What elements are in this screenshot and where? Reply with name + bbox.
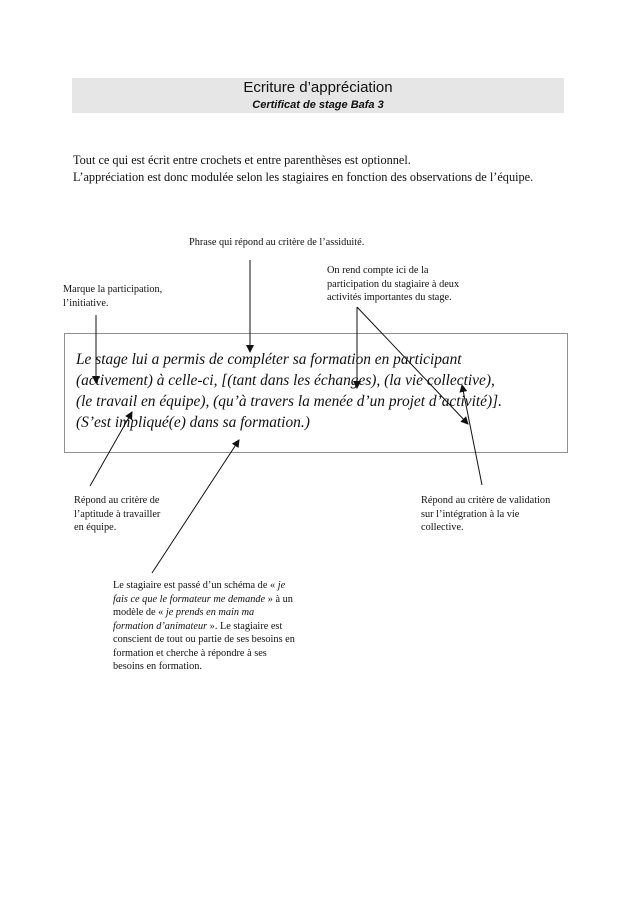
- note-schema-quote: je prends en main ma formation d’animateur: [113, 607, 255, 632]
- note-assiduite: Phrase qui répond au critère de l’assiduité.: [189, 237, 365, 248]
- arrow-equipe: [90, 412, 132, 486]
- arrow-projet: [357, 307, 468, 424]
- intro-line-2: L’appréciation est donc modulée selon les stagiaires en fonction des observations de l’équipe.: [73, 170, 534, 184]
- note-schema-part: » à un modèle de «: [113, 593, 293, 618]
- note-line: participation du stagiaire à deux: [327, 278, 460, 290]
- note-line: Répond au critère de: [74, 495, 160, 506]
- main-text-line-4: (S’est impliqué(e) dans sa formation.): [76, 414, 310, 431]
- main-text-line-1: Le stage lui a permis de compléter sa formation en participant: [76, 351, 462, 368]
- main-text-line-2: (activement) à celle-ci, [(tant dans les échanges), (la vie collective),: [76, 372, 495, 389]
- note-line: en équipe.: [74, 522, 117, 533]
- note-line: sur l’intégration à la vie: [421, 508, 520, 520]
- page-title: Ecriture d’appréciation: [72, 78, 564, 97]
- note-line: Marque la participation,: [63, 284, 163, 295]
- note-line: Répond au critère de validation: [421, 495, 551, 506]
- arrow-validation: [462, 385, 482, 485]
- note-line: l’initiative.: [63, 297, 109, 309]
- page-subtitle: Certificat de stage Bafa 3: [72, 97, 564, 113]
- note-schema-part: Le stagiaire est passé d’un schéma de «: [113, 580, 278, 591]
- note-line: l’aptitude à travailler: [74, 508, 161, 520]
- intro-line-1: Tout ce qui est écrit entre crochets et entre parenthèses est optionnel.: [73, 153, 411, 167]
- main-text-line-3: (le travail en équipe), (qu’à travers la menée d’un projet d’activité)].: [76, 393, 502, 410]
- note-schema-part: ». Le stagiaire est conscient de tout ou partie de ses besoins en formation et cherche à répondre à ses besoins en formation.: [113, 620, 295, 672]
- note-line: On rend compte ici de la: [327, 265, 429, 276]
- note-schema-quote: je fais ce que le formateur me demande: [113, 580, 286, 605]
- note-line: activités importantes du stage.: [327, 292, 452, 303]
- arrow-schema: [152, 440, 239, 573]
- note-line: collective.: [421, 522, 464, 533]
